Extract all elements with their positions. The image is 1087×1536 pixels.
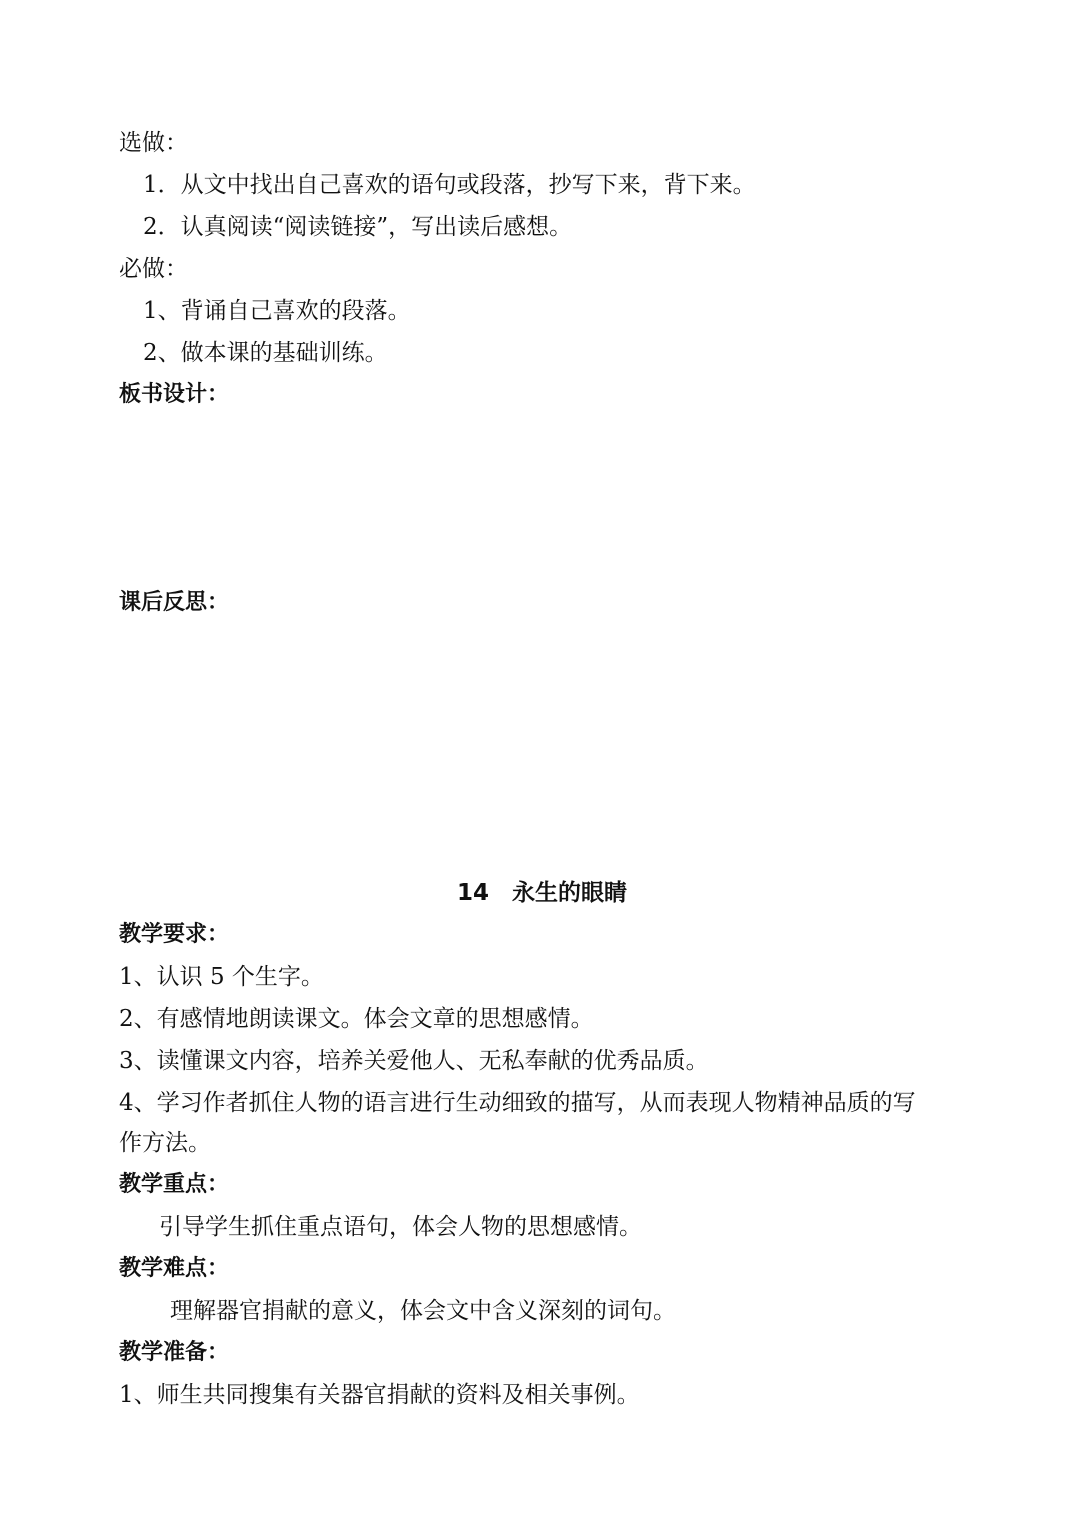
requirements-heading: 教学要求： — [119, 922, 230, 947]
requirement-item-4-cont: 作方法。 — [119, 1130, 211, 1156]
reflection-heading: 课后反思： — [119, 590, 230, 615]
preparation-heading: 教学准备： — [119, 1340, 230, 1365]
requirement-item-4: 4、学习作者抓住人物的语言进行生动细致的描写，从而表现人物精神品质的写 — [119, 1090, 916, 1116]
difficulties-heading: 教学难点： — [119, 1256, 230, 1281]
requirement-item-3: 3、读懂课文内容，培养关爱他人、无私奉献的优秀品质。 — [119, 1048, 709, 1074]
required-item-2: 2、做本课的基础训练。 — [143, 340, 388, 366]
preparation-item-1: 1、师生共同搜集有关器官捐献的资料及相关事例。 — [119, 1382, 640, 1408]
difficulties-text: 理解器官捐献的意义，体会文中含义深刻的词句。 — [170, 1298, 676, 1324]
lesson-title: 14 永生的眼睛 — [457, 880, 628, 906]
board-design-heading: 板书设计： — [119, 382, 230, 407]
required-item-1: 1、背诵自己喜欢的段落。 — [143, 298, 411, 324]
optional-item-2: 2．认真阅读“阅读链接”，写出读后感想。 — [143, 214, 573, 240]
key-points-heading: 教学重点： — [119, 1172, 230, 1197]
requirement-item-2: 2、有感情地朗读课文。体会文章的思想感情。 — [119, 1006, 594, 1032]
optional-label: 选做： — [119, 130, 188, 156]
key-points-text: 引导学生抓住重点语句，体会人物的思想感情。 — [159, 1214, 642, 1240]
optional-item-1: 1．从文中找出自己喜欢的语句或段落，抄写下来，背下来。 — [143, 172, 756, 198]
requirement-item-1: 1、认识 5 个生字。 — [119, 964, 324, 990]
required-label: 必做： — [119, 256, 188, 282]
